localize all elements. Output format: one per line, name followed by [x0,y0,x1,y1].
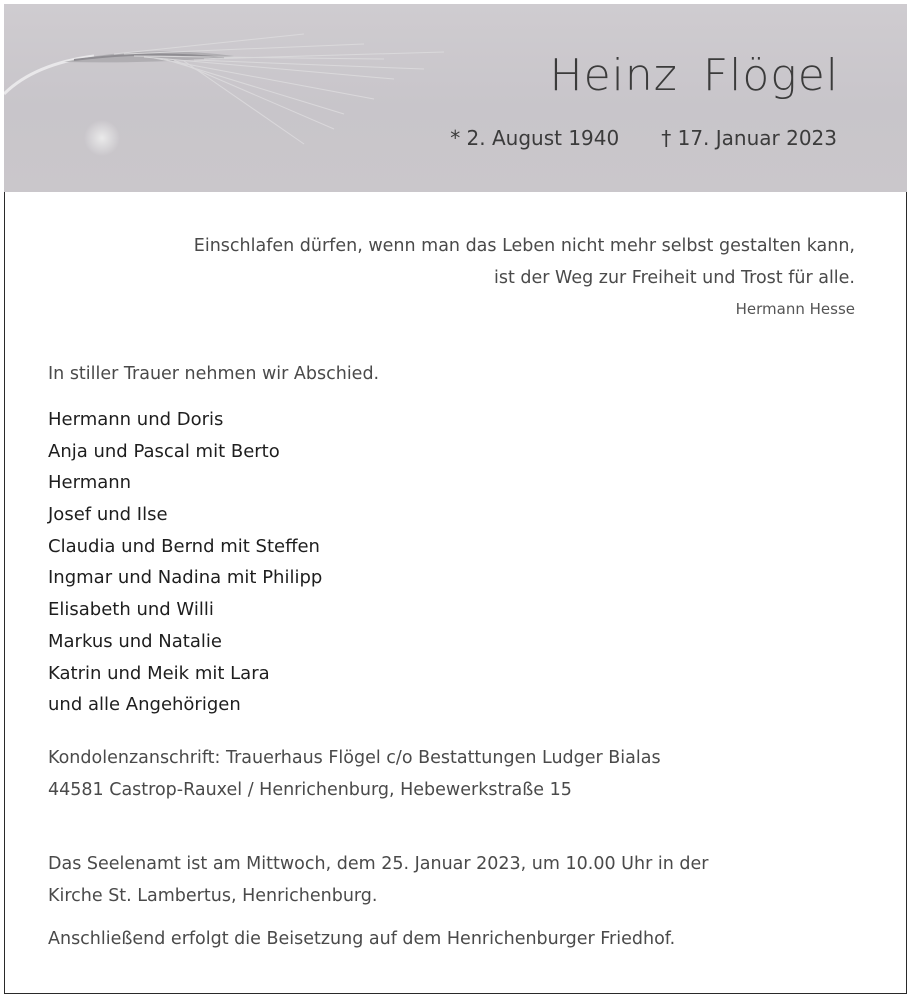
deceased-name: Heinz Flögel [549,50,839,101]
quote-author: Hermann Hesse [735,300,855,318]
service-info [48,848,708,912]
mourner-item: Markus und Natalie [48,630,222,652]
service-line-1: Das Seelenamt ist am Mittwoch, dem 25. Januar 2023, um 10.00 Uhr in der [48,854,709,874]
mourner-item: Hermann und Doris [48,409,224,430]
quote-line-1: Einschlafen dürfen, wenn man das Leben nicht mehr selbst gestalten kann, [193,236,855,256]
service-line-2: Kirche St. Lambertus, Henrichenburg. [48,886,378,906]
mourner-item: Hermann [48,472,132,494]
mourner-item: Claudia und Bernd mit Steffen [48,535,320,557]
mourner-item: und alle Angehörigen [48,694,241,716]
mourner-item: Josef und Ilse [48,504,168,526]
mourner-item: Anja und Pascal mit Berto [48,440,280,462]
death-date: † 17. Januar 2023 [661,126,837,150]
intro-text: In stiller Trauer nehmen wir Abschied. [48,364,380,384]
birth-date: * 2. August 1940 [450,126,620,150]
mourner-item: Katrin und Meik mit Lara [48,662,270,684]
quote-line-2: ist der Weg zur Freiheit und Trost für alle. [494,268,855,288]
mourners-list [48,404,322,721]
condolence-line-2: 44581 Castrop-Rauxel / Henrichenburg, Hebewerkstraße 15 [48,780,572,800]
quote [194,230,855,294]
mourner-item: Elisabeth und Willi [48,599,214,621]
condolence-address [48,742,661,806]
mourner-item: Ingmar und Nadina mit Philipp [48,567,323,589]
condolence-line-1: Kondolenzanschrift: Trauerhaus Flögel c/o Bestattungen Ludger Bialas [48,748,661,768]
header-banner [4,4,907,192]
burial-info: Anschließend erfolgt die Beisetzung auf dem Henrichenburger Friedhof. [48,929,676,949]
life-dates [450,126,837,150]
